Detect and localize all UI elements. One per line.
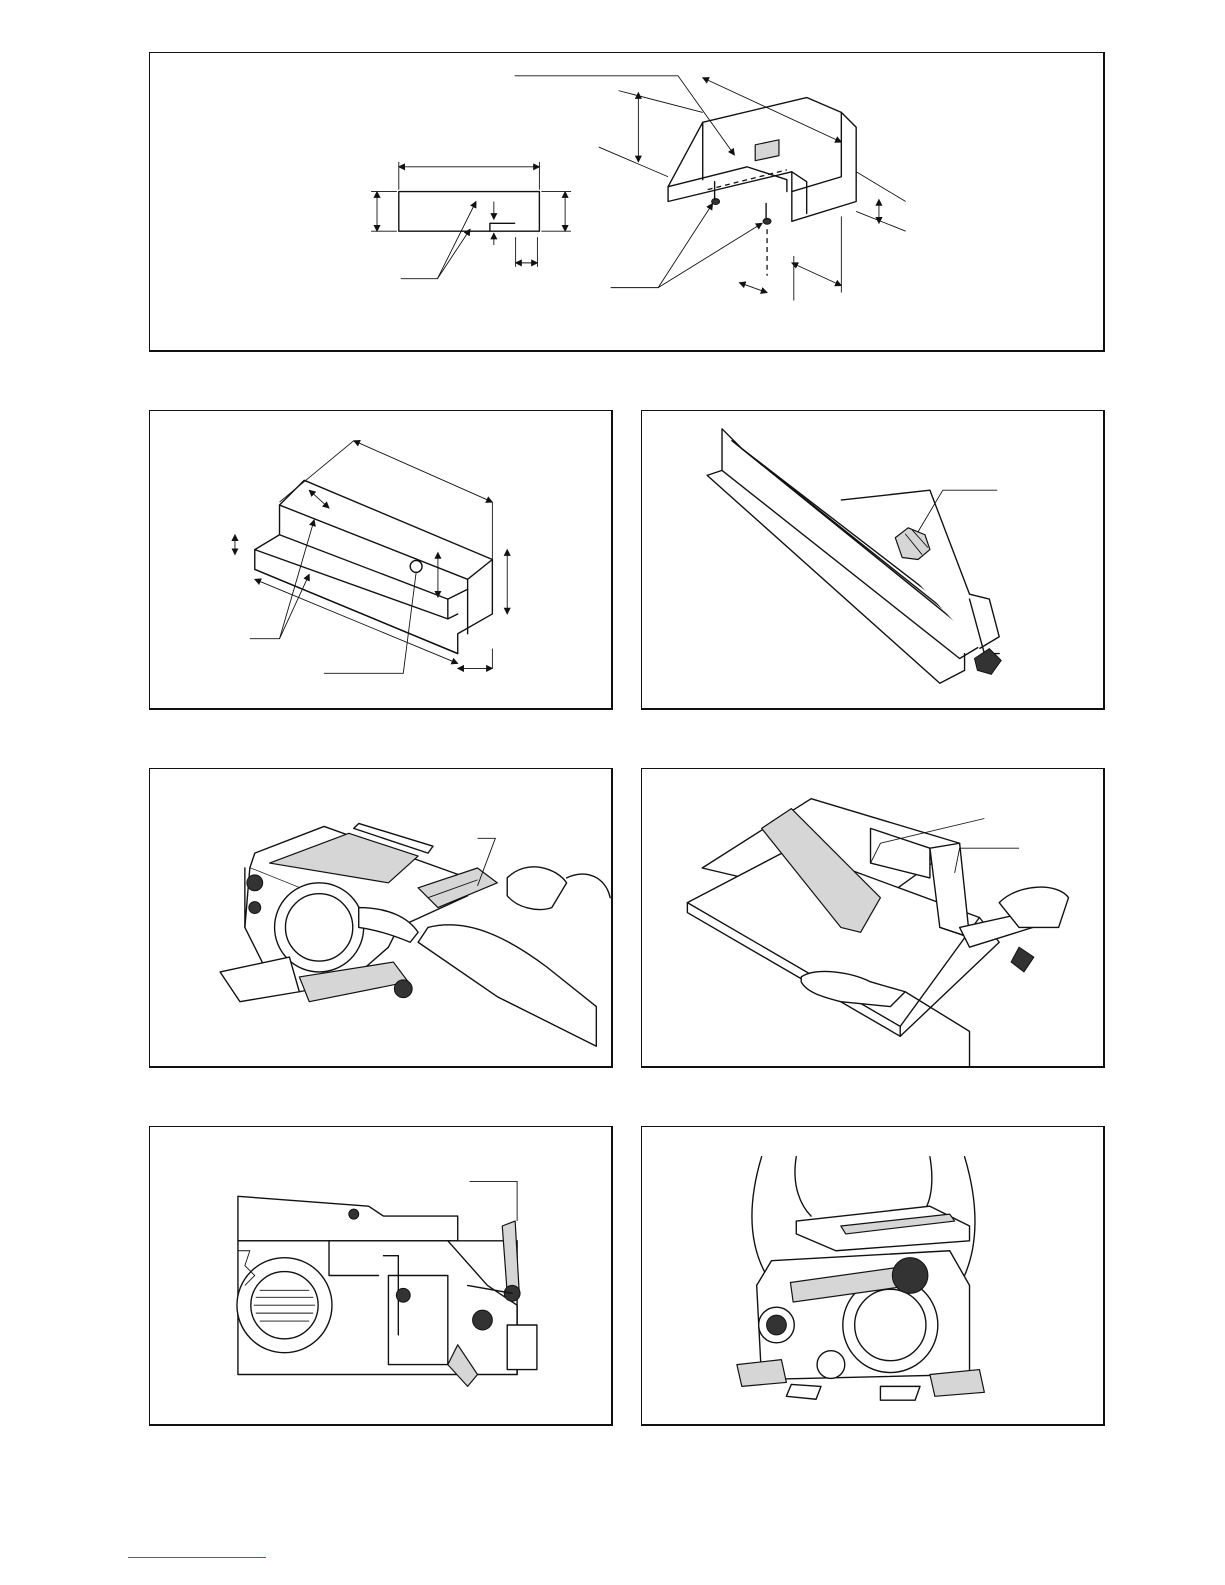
figure-fence-dimensions <box>149 52 1105 352</box>
figure-rip-fence-clamp <box>641 410 1105 710</box>
rip-fence-drawing <box>642 411 1103 708</box>
fence-cut-drawing <box>642 769 1103 1066</box>
figure-carrying-tool <box>641 1126 1105 1426</box>
fence-dimension-drawing <box>150 53 1103 350</box>
figure-sliding-fence-cut <box>641 768 1105 1068</box>
spacer-block-drawing <box>150 411 611 708</box>
figure-spacer-block-dimensions <box>149 410 613 710</box>
figure-pushing-workpiece <box>149 768 613 1068</box>
lock-lever-drawing <box>150 1127 611 1424</box>
lower-knob-icon <box>974 649 1001 675</box>
fence-side-profile <box>399 192 540 232</box>
push-stick-drawing <box>150 769 611 1066</box>
footer-link-rule <box>128 1557 266 1558</box>
figure-lock-lever <box>149 1126 613 1426</box>
carrying-tool-drawing <box>642 1127 1103 1424</box>
